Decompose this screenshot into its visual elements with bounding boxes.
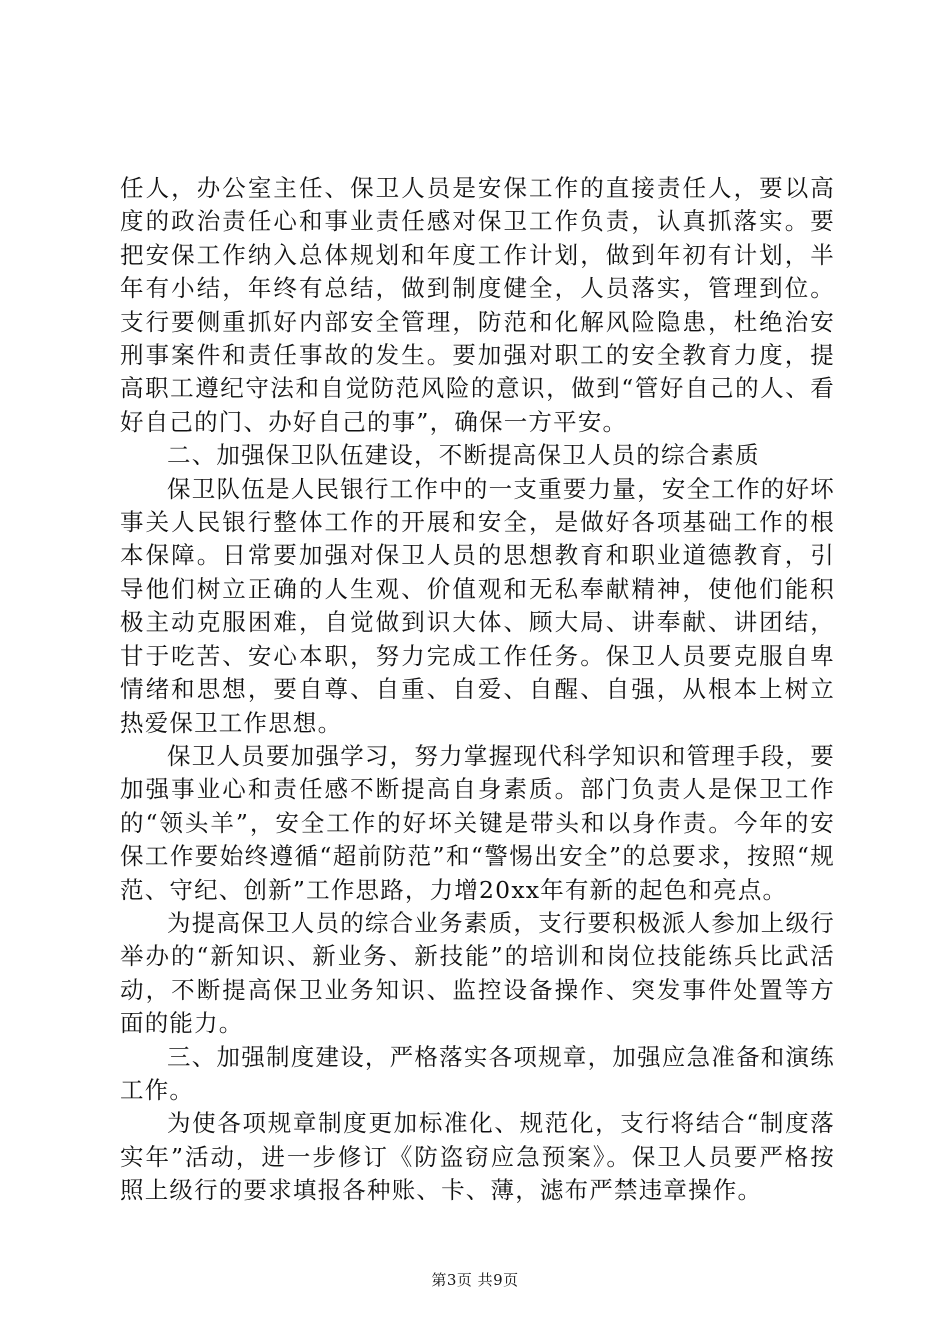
document-body [120,172,835,1208]
paragraph-training: 为提高保卫人员的综合业务素质，支行要积极派人参加上级行举办的“新知识、新业务、新技能”的培训和岗位技能练兵比武活动，不断提高保卫业务知识、监控设备操作、突发事件处置等方面的能力。 [120,908,835,1038]
section-heading-2: 二、加强保卫队伍建设，不断提高保卫人员的综合素质 [167,441,760,470]
paragraph-team-importance: 保卫队伍是人民银行工作中的一支重要力量，安全工作的好坏事关人民银行整体工作的开展和安全，是做好各项基础工作的根本保障。日常要加强对保卫人员的思想教育和职业道德教育，引导他们树立正确的人生观、价值观和无私奉献精神，使他们能积极主动克服困难，自觉做到识大体、顾大局、讲奉献、讲团结，甘于吃苦、安心本职，努力完成工作任务。保卫人员要克服自卑情绪和思想，要自尊、自重、自爱、自醒、自强，从根本上树立热爱保卫工作思想。 [120,474,835,737]
page-number-footer: 第3页 共9页 [431,1271,519,1289]
section-heading-3: 三、加强制度建设，严格落实各项规章，加强应急准备和演练工作。 [120,1042,835,1104]
paragraph-study: 保卫人员要加强学习，努力掌握现代科学知识和管理手段，要加强事业心和责任感不断提高自身素质。部门负责人是保卫工作的“领头羊”，安全工作的好坏关键是带头和以身作责。今年的安保工作要始终遵循“超前防范”和“警惕出安全”的总要求，按照“规范、守纪、创新”工作思路，力增20xx年有新的起色和亮点。 [120,741,835,904]
paragraph-continuation: 任人，办公室主任、保卫人员是安保工作的直接责任人，要以高度的政治责任心和事业责任感对保卫工作负责，认真抓落实。要把安保工作纳入总体规划和年度工作计划，做到年初有计划，半年有小结，年终有总结，做到制度健全，人员落实，管理到位。支行要侧重抓好内部安全管理，防范和化解风险隐患，杜绝治安刑事案件和责任事故的发生。要加强对职工的安全教育力度，提高职工遵纪守法和自觉防范风险的意识，做到“管好自己的人、看好自己的门、办好自己的事”，确保一方平安。 [120,174,835,436]
paragraph-regulations: 为使各项规章制度更加标准化、规范化，支行将结合“制度落实年”活动，进一步修订《防盗窃应急预案》。保卫人员要严格按照上级行的要求填报各种账、卡、薄，滤布严禁违章操作。 [120,1109,835,1205]
